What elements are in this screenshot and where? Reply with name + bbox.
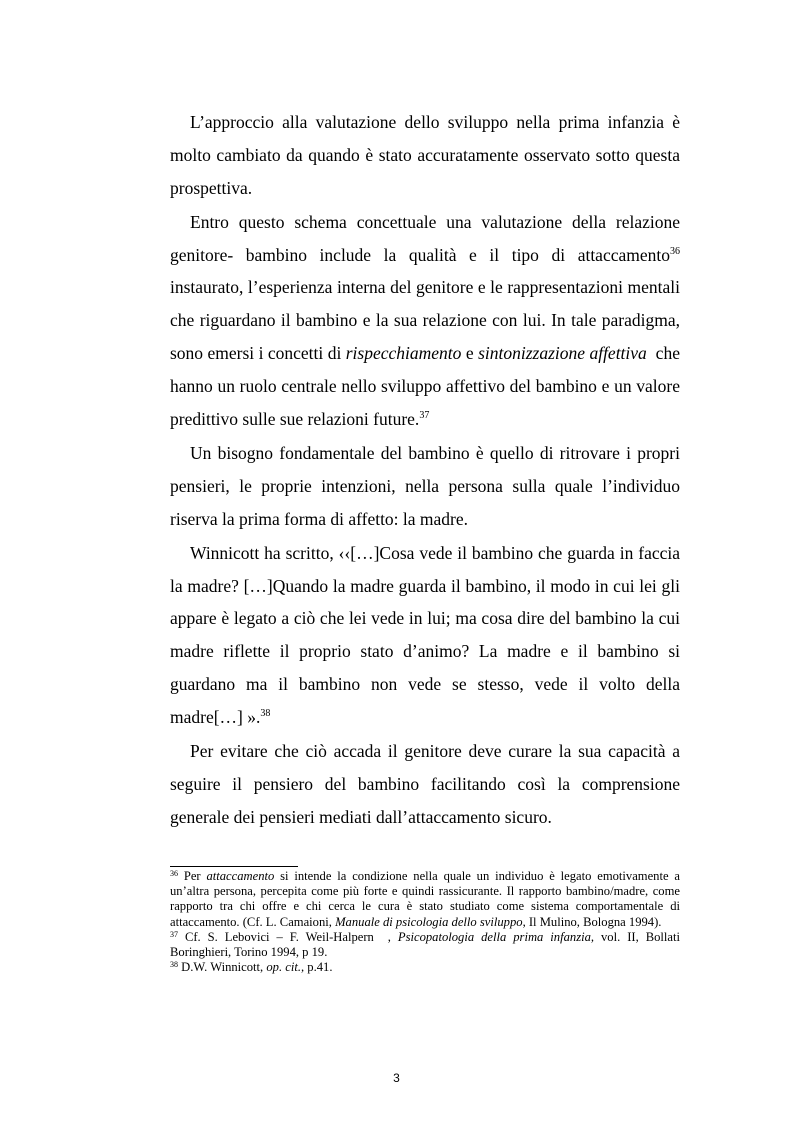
footnote-book-title: Manuale di psicologia dello sviluppo: [335, 914, 523, 929]
footnote-text: vol. II, Bollati Boringhieri, Torino 1994, p 19.: [170, 929, 680, 960]
footnote-text: Per: [178, 869, 207, 883]
body-text: [170, 106, 685, 834]
footnote-number: 37: [170, 929, 178, 939]
term-rispecchiamento: rispecchiamento: [345, 343, 462, 364]
footnote-text: si intende la condizione nella quale un individuo è legato emotivamente a un’altra persona, percepita come più forte e quindi rassicurante. Il rapporto bambino/madre, come rapporto tra chi offre e chi cerca le cura è stato studiato come sistema comportamentale di attaccamento. (Cf. L. Camaioni,: [170, 869, 680, 929]
paragraph-1: [170, 106, 680, 204]
paragraph-2-text-c: e: [461, 343, 479, 364]
paragraph-4: [170, 537, 680, 734]
footnote-text: Cf. S. Lebovici – F. Weil-Halpern ,: [178, 929, 398, 944]
footnote-text: p.41.: [304, 960, 333, 975]
paragraph-2-text-a: Entro questo schema concettuale una valutazione della relazione genitore- bambino include la qualità e il tipo di attaccamento: [170, 211, 680, 265]
paragraph-3-text: Un bisogno fondamentale del bambino è quello di ritrovare i propri pensieri, le proprie intenzioni, nella persona sulla quale l’individuo riserva la prima forma di affetto: la madre.: [170, 442, 680, 529]
paragraph-2: [170, 206, 685, 436]
paragraph-3: [170, 437, 680, 535]
footnotes: [170, 869, 680, 975]
footnote-book-title: Psicopatologia della prima infanzia,: [397, 929, 595, 944]
footnote-separator: [170, 866, 298, 867]
footnote-38: [170, 960, 680, 975]
term-sintonizzazione: sintonizzazione affettiva: [478, 343, 647, 364]
footnote-ref-37[interactable]: 37: [419, 409, 430, 421]
footnote-text: D.W. Winnicott,: [178, 960, 267, 975]
footnote-number: 38: [170, 960, 178, 970]
paragraph-2-text-d: che hanno un ruolo centrale nello sviluppo affettivo del bambino e un valore predittivo sulle sue relazioni future.: [170, 343, 685, 429]
paragraph-1-text: L’approccio alla valutazione dello sviluppo nella prima infanzia è molto cambiato da quando è stato accuratamente osservato sotto questa prospettiva.: [170, 112, 680, 198]
paragraph-2-text-b: instaurato, l’esperienza interna del genitore e le rappresentazioni mentali che riguardano il bambino e la sua relazione con lui. In tale paradigma, sono emersi i concetti di: [170, 277, 680, 364]
footnote-book-title: op. cit.,: [266, 960, 305, 975]
footnote-36: [170, 869, 680, 930]
footnote-term: attaccamento: [206, 869, 275, 883]
paragraph-5-text: Per evitare che ciò accada il genitore deve curare la sua capacità a seguire il pensiero del bambino facilitando così la comprensione generale dei pensieri mediati dall’attaccamento sicuro.: [170, 741, 680, 827]
footnote-37: [170, 930, 680, 960]
paragraph-4-text: Winnicott ha scritto, ‹‹[…]Cosa vede il bambino che guarda in faccia la madre? […]Quando la madre guarda il bambino, il modo in cui lei gli appare è legato a ciò che lei vede in lui; ma cosa dire del bambino la cui madre riflette il proprio stato d’animo? La madre e il bambino si guardano ma il bambino non vede se stesso, vede il volto della madre[…] ».: [170, 542, 680, 727]
footnote-ref-36[interactable]: 36: [670, 245, 680, 257]
footnote-number: 36: [170, 869, 178, 878]
page-number: 3: [393, 1071, 400, 1085]
footnote-ref-38[interactable]: 38: [260, 707, 271, 719]
footnote-text: , Il Mulino, Bologna 1994).: [522, 914, 662, 929]
paragraph-5: [170, 735, 680, 833]
